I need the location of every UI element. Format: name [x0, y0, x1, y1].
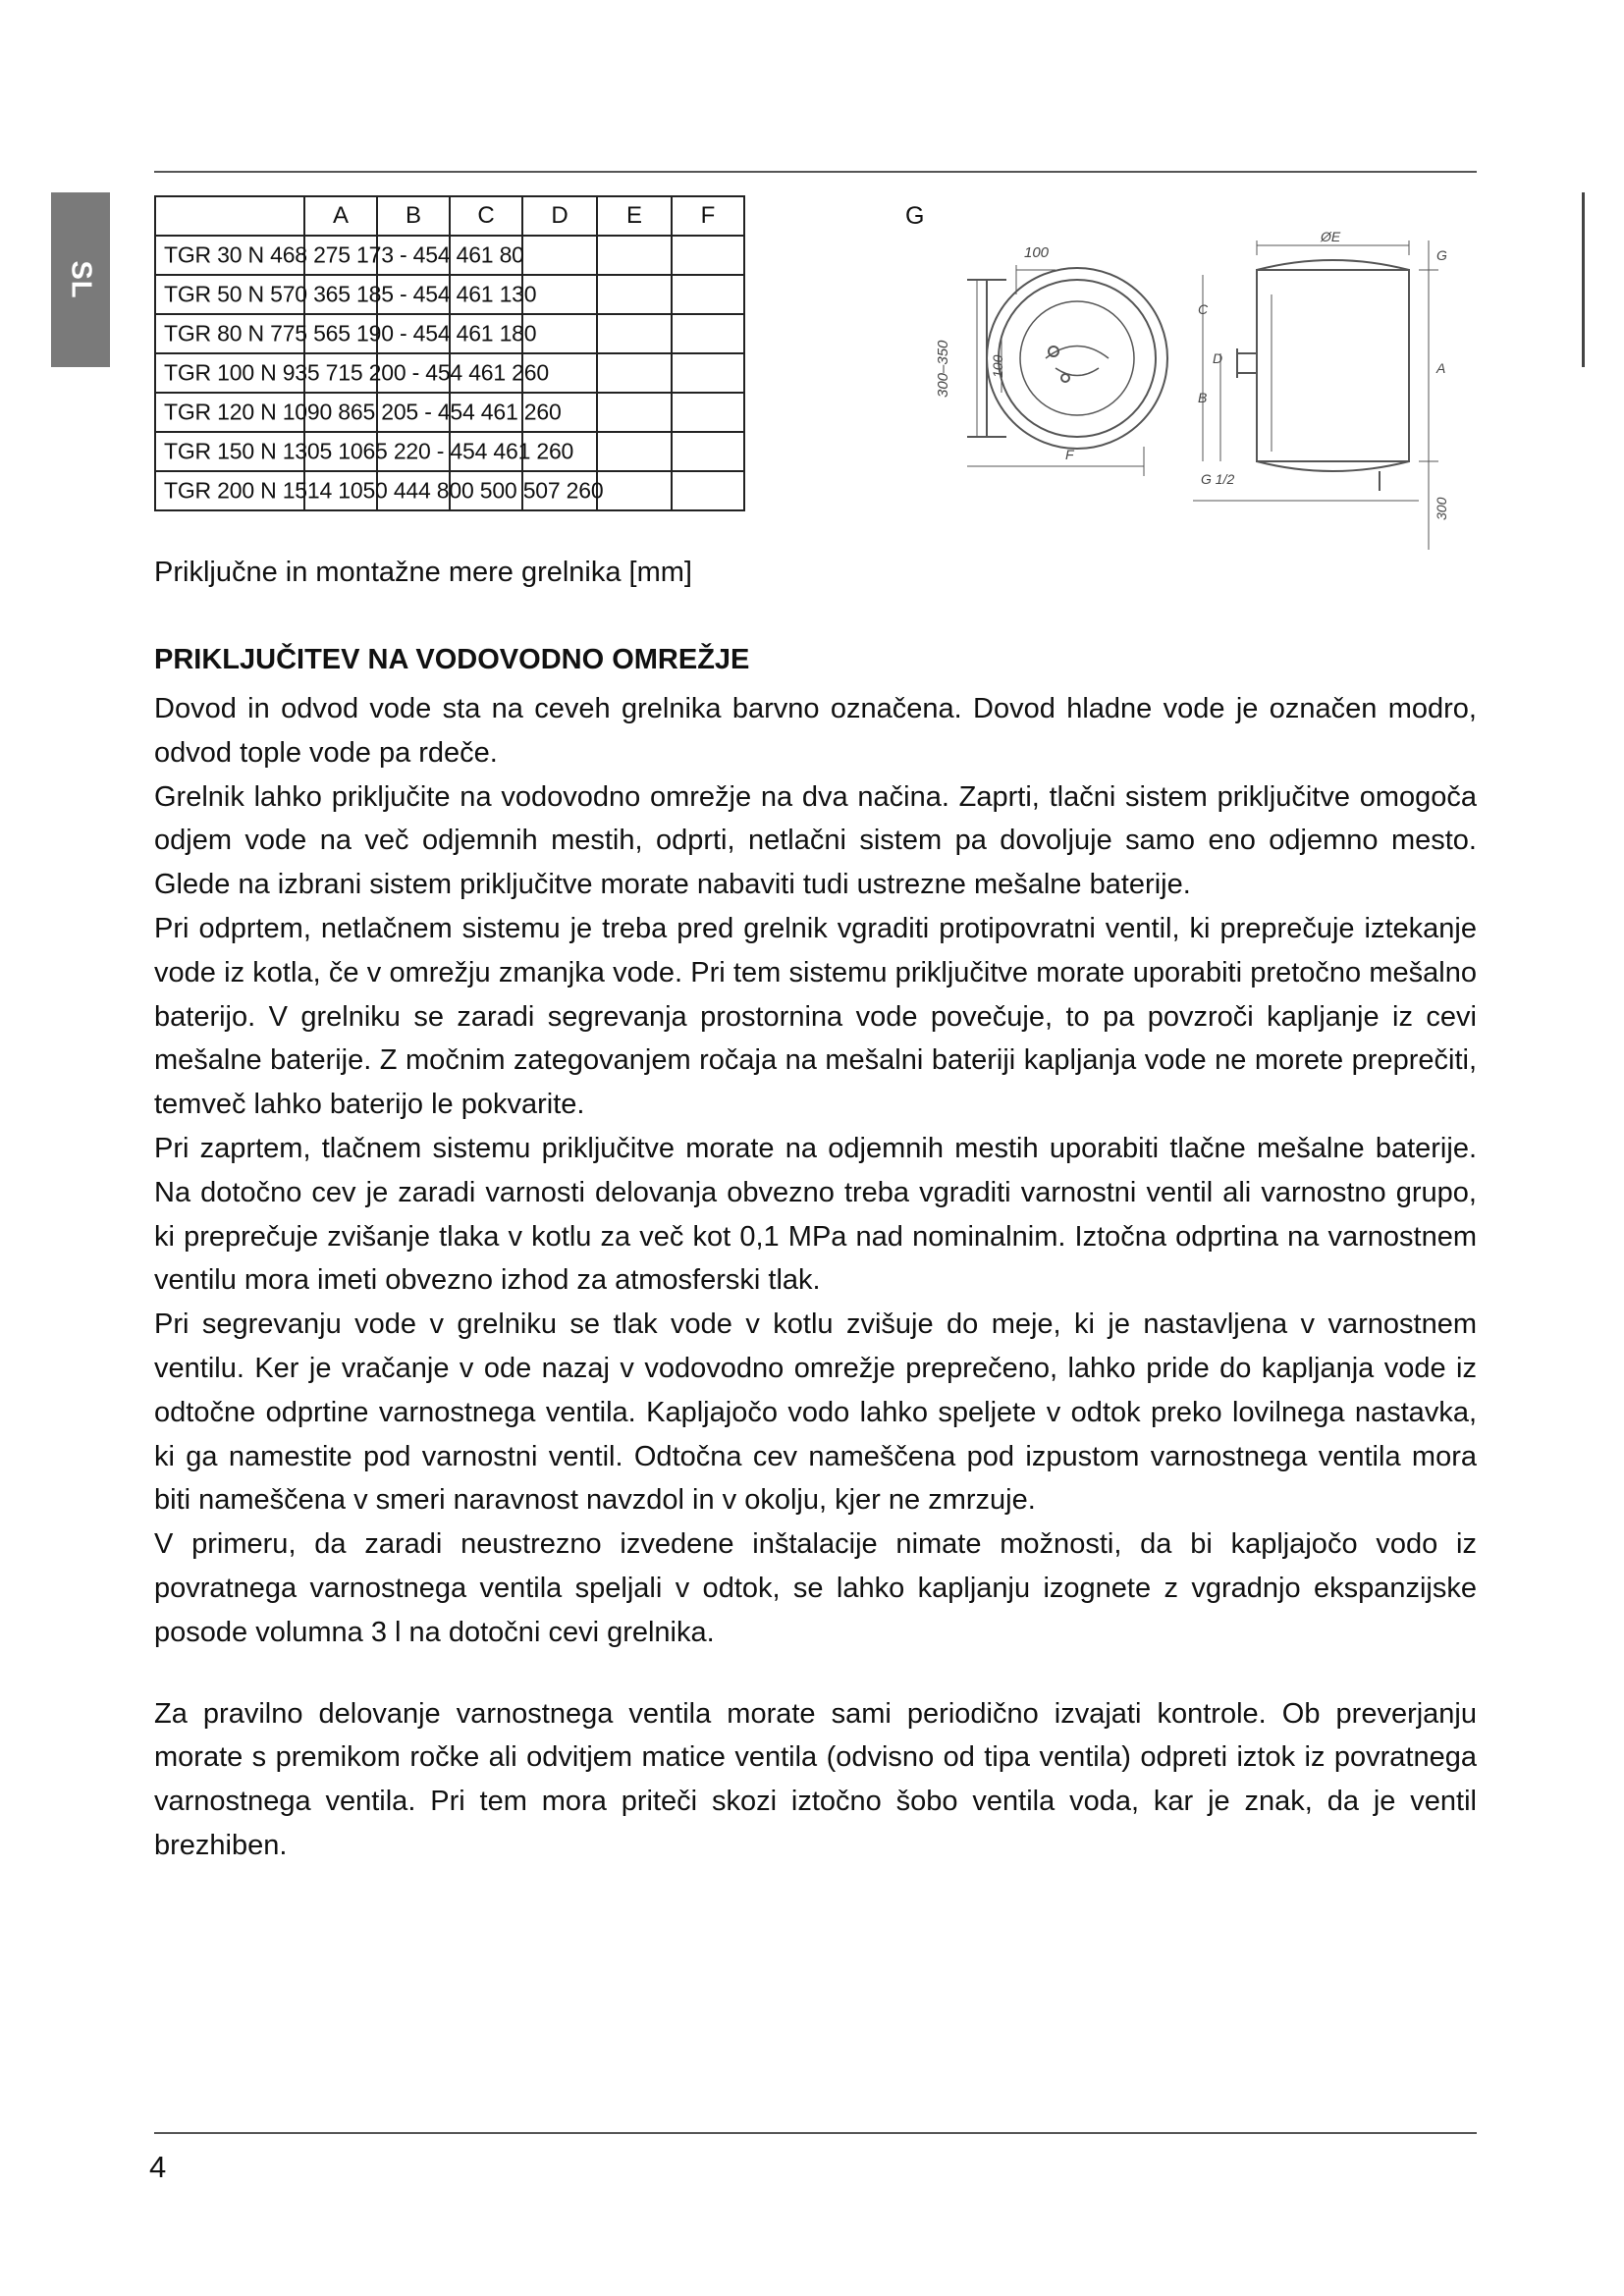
dim-label-d: D [1213, 350, 1223, 366]
edge-marker [1582, 192, 1585, 367]
table-row-text: TGR 120 N 1090 865 205 - 454 461 260 [164, 399, 562, 425]
paragraph: Pri odprtem, netlačnem sistemu je treba pred grelnik vgraditi protipovratni ventil, ki preprečuje iztekanje vode iz kotla, če v omrežju zmanjka vode. Pri tem sistemu priključitve morate uporabiti pretočno mešalno baterijo. V grelniku se zaradi segrevanja prostornina vode povečuje, to pa povzroči kapljanje iz cevi mešalne baterije. Z močnim zategovanjem ročaja na mešalni bateriji kapljanja vode ne morete preprečiti, temveč lahko baterijo le pokvarite. [154, 912, 1477, 1121]
section-heading: PRIKLJUČITEV NA VODOVODNO OMREŽJE [154, 644, 750, 675]
table-header-g: G [905, 202, 925, 230]
table-header-c: C [450, 196, 522, 236]
paragraph: Pri segrevanju vode v grelniku se tlak vode v kotlu zvišuje do meje, ki je nastavljena v varnostnem ventilu. Ker je vračanje v ode nazaj v vodovodno omrežje preprečeno, lahko pride do kapljanja vode iz odtočne odprtine varnostnega ventila. Kapljajočo vodo lahko speljete v odtok preko lovilnega nastavka, ki ga namestite pod varnostni ventil. Odtočna cev nameščena pod izpustom varnostnega ventila mora biti nameščena v smeri naravnost navzdol in v okolju, kjer ne zmrzuje. [154, 1308, 1477, 1517]
table-row-text: TGR 50 N 570 365 185 - 454 461 130 [164, 281, 537, 307]
table-row-text: TGR 100 N 935 715 200 - 454 461 260 [164, 359, 549, 386]
heater-technical-drawing [908, 226, 1458, 550]
dim-label-a: A [1436, 360, 1446, 376]
dim-label-e: ØE [1321, 229, 1341, 244]
paragraph: V primeru, da zaradi neustrezno izvedene inštalacije nimate možnosti, da bi kapljajočo vodo iz povratnega varnostnega ventila speljali v odtok, se lahko kapljanju izognete z vgradnjo ekspanzijske posode volumna 3 l na dotočni cevi grelnika. [154, 1528, 1477, 1648]
table-row-cell [155, 314, 537, 353]
table-row-cell [155, 432, 574, 471]
body-text [154, 687, 1477, 1868]
table-row-cell [155, 471, 604, 510]
bottom-rule [154, 2132, 1477, 2134]
dim-label-300-350: 300–350 [935, 340, 951, 398]
table-row [155, 471, 744, 510]
table-row-cell [155, 393, 562, 432]
dim-label-100: 100 [1024, 244, 1050, 261]
paragraph: Pri zaprtem, tlačnem sistemu priključitve morate na odjemnih mestih uporabiti tlačne mešalne baterije. Na dotočno cev je zaradi varnosti delovanja obvezno treba vgraditi varnostni ventil ali varnostno grupo, ki preprečuje zvišanje tlaka v kotlu za več kot 0,1 MPa nad nominalnim. Iztočna odprtina na varnostnem ventilu mora imeti obvezno izhod za atmosferski tlak. [154, 1132, 1477, 1297]
paragraph: Za pravilno delovanje varnostnega ventila morate sami periodično izvajati kontrole. Ob preverjanju morate s premikom ročke ali odvitjem matice ventila (odvisno od tipa ventila) odpreti iztok iz povratnega varnostnega ventila. Pri tem mora priteči skozi iztočno šobo ventila voda, kar je znak, da je ventil brezhiben. [154, 1697, 1477, 1861]
table-row [155, 314, 744, 353]
paragraph: Dovod in odvod vode sta na ceveh grelnika barvno označena. Dovod hladne vode je označen modro, odvod tople vode pa rdeče. [154, 693, 1477, 769]
table-row-text: TGR 30 N 468 275 173 - 454 461 80 [164, 241, 524, 268]
table-row [155, 393, 744, 432]
table-row [155, 275, 744, 314]
dimensions-table [154, 195, 745, 511]
dim-label-f: F [1065, 447, 1074, 462]
table-header-a: A [304, 196, 377, 236]
front-view [935, 244, 1167, 476]
table-row [155, 432, 744, 471]
table-row-cell [155, 353, 549, 393]
dim-label-g: G [1436, 247, 1447, 263]
dim-label-b: B [1198, 390, 1208, 405]
table-row-cell [155, 236, 524, 275]
dim-label-c: C [1198, 301, 1209, 317]
table-row-text: TGR 80 N 775 565 190 - 454 461 180 [164, 320, 537, 347]
page-number: 4 [149, 2150, 167, 2184]
language-tab-label: SL [65, 260, 97, 299]
table-row-cell [155, 275, 537, 314]
table-header-model [155, 196, 304, 236]
table-row [155, 236, 744, 275]
table-header-row [155, 196, 744, 236]
table-header-b: B [377, 196, 450, 236]
table-header-f: F [672, 196, 744, 236]
figure-caption: Priključne in montažne mere grelnika [mm] [154, 557, 692, 588]
dim-label-100-inner: 100 [990, 354, 1005, 378]
dim-label-300: 300 [1434, 497, 1449, 520]
top-rule [154, 171, 1477, 173]
table-row [155, 353, 744, 393]
table-row-text: TGR 200 N 1514 1050 444 800 500 507 260 [164, 477, 604, 504]
language-tab [51, 192, 110, 367]
dim-label-g12: G 1/2 [1201, 471, 1235, 487]
paragraph: Grelnik lahko priključite na vodovodno omrežje na dva načina. Zaprti, tlačni sistem priključitve omogoča odjem vode na več odjemnih mestih, odprti, netlačni sistem pa dovoljuje samo eno odjemno mesto. Glede na izbrani sistem priključitve morate nabaviti tudi ustrezne mešalne baterije. [154, 780, 1477, 901]
table-header-e: E [597, 196, 672, 236]
table-row-text: TGR 150 N 1305 1065 220 - 454 461 260 [164, 438, 574, 464]
table-header-d: D [522, 196, 597, 236]
side-view [1193, 229, 1449, 550]
